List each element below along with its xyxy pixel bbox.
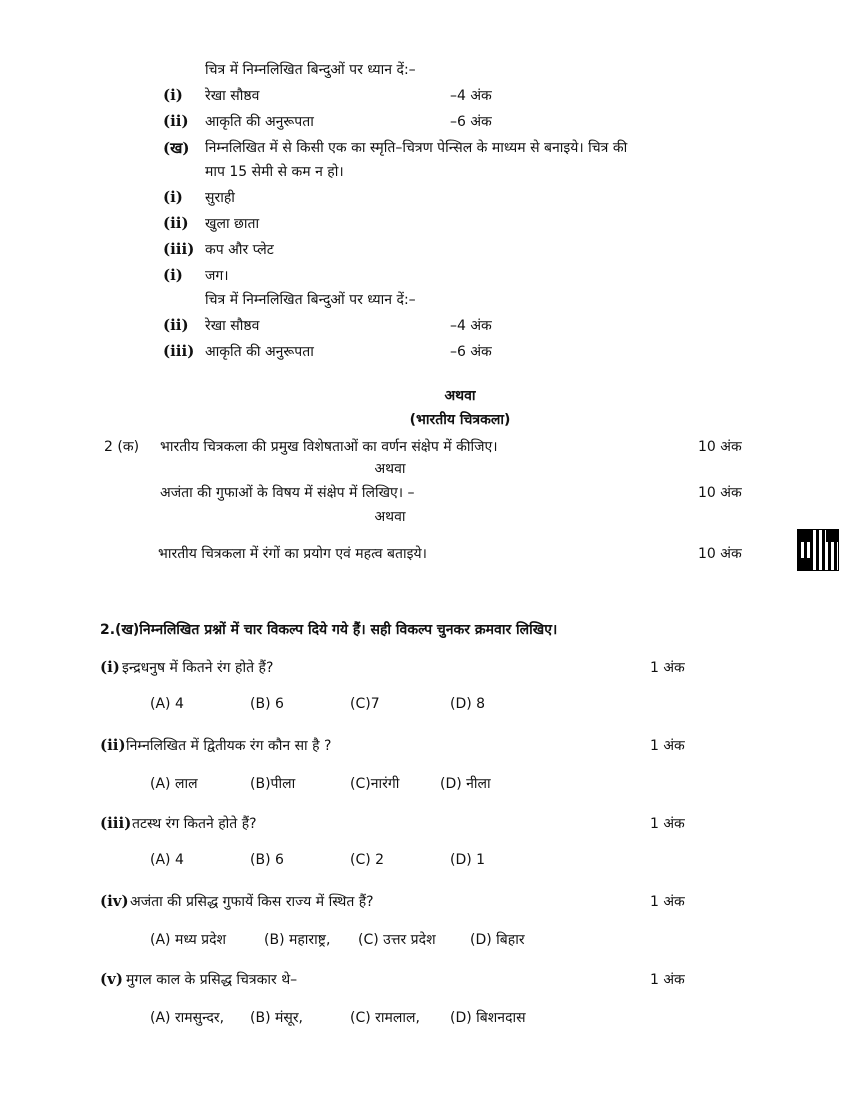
option-text: जग। <box>205 268 229 284</box>
section-athva: अथवा <box>444 388 476 404</box>
mcq-option: (A) मध्य प्रदेश <box>150 932 227 948</box>
question-text-line2: माप 15 सेमी से कम न हो। <box>205 164 344 180</box>
mcq-option: (A) 4 <box>150 852 184 868</box>
question-label: 2 (क) <box>104 439 140 455</box>
mcq-option: (B) मंसूर, <box>250 1010 303 1026</box>
mcq-question: मुगल काल के प्रसिद्ध चित्रकार थे– <box>126 972 298 988</box>
item-number: (ख) <box>163 139 190 157</box>
or-text: अथवा <box>374 461 406 477</box>
option-text: सुराही <box>205 190 235 206</box>
item-text: रेखा सौष्ठव <box>205 318 260 334</box>
instruction-line: चित्र में निम्नलिखित बिन्दुओं पर ध्यान दें:– <box>205 62 416 78</box>
question-text: भारतीय चित्रकला में रंगों का प्रयोग एवं महत्व बताइये। <box>158 546 427 562</box>
mcq-marks: 1 अंक <box>650 972 685 988</box>
mcq-marks: 1 अंक <box>650 738 685 754</box>
mcq-marks: 1 अंक <box>650 816 685 832</box>
mcq-option: (D) 1 <box>450 852 486 868</box>
question-marks: 10 अंक <box>698 485 742 501</box>
option-text: खुला छाता <box>205 216 260 232</box>
mcq-option: (A) लाल <box>150 776 198 792</box>
mcq-option: (C)7 <box>350 696 380 712</box>
option-number: (i) <box>163 188 183 206</box>
mcq-number: (iii) <box>100 814 132 832</box>
question-text: भारतीय चित्रकला की प्रमुख विशेषताओं का वर्णन संक्षेप में कीजिए। <box>160 439 498 455</box>
mcq-marks: 1 अंक <box>650 894 685 910</box>
mcq-option: (D) 8 <box>450 696 486 712</box>
mcq-number: (v) <box>100 970 123 988</box>
mcq-option: (B) 6 <box>250 852 284 868</box>
item-marks: –6 अंक <box>450 344 492 360</box>
mcq-number: (i) <box>100 658 120 676</box>
option-number: (iii) <box>163 240 195 258</box>
mcq-option: (D) बिहार <box>470 932 525 948</box>
mcq-option: (C) रामलाल, <box>350 1010 420 1026</box>
section-subtitle: (भारतीय चित्रकला) <box>409 412 511 428</box>
mcq-question: निम्नलिखित में द्वितीयक रंग कौन सा है ? <box>126 738 332 754</box>
mcq-marks: 1 अंक <box>650 660 685 676</box>
item-marks: –4 अंक <box>450 318 492 334</box>
mcq-option: (C) 2 <box>350 852 385 868</box>
item-text: आकृति की अनुरूपता <box>205 114 314 130</box>
item-number: (iii) <box>163 342 195 360</box>
mcq-question: तटस्थ रंग कितने होते हैं? <box>132 816 257 832</box>
item-marks: –6 अंक <box>450 114 492 130</box>
mcq-option: (C) उत्तर प्रदेश <box>358 932 436 948</box>
mcq-option: (D) बिशनदास <box>450 1010 526 1026</box>
instruction-line: चित्र में निम्नलिखित बिन्दुओं पर ध्यान दें:– <box>205 292 416 308</box>
qr-code-icon <box>798 530 838 570</box>
mcq-option: (B) महाराष्ट्र, <box>264 932 331 948</box>
or-text: अथवा <box>374 509 406 525</box>
item-number: (ii) <box>163 112 189 130</box>
option-number: (ii) <box>163 214 189 232</box>
option-number: (i) <box>163 266 183 284</box>
question-text-line1: निम्नलिखित में से किसी एक का स्मृति–चित्रण पेन्सिल के माध्यम से बनाइये। चित्र की <box>205 140 628 156</box>
mcq-number: (ii) <box>100 736 126 754</box>
mcq-number: (iv) <box>100 892 129 910</box>
item-marks: –4 अंक <box>450 88 492 104</box>
option-text: कप और प्लेट <box>205 242 274 258</box>
mcq-option: (A) 4 <box>150 696 184 712</box>
item-text: रेखा सौष्ठव <box>205 88 260 104</box>
mcq-question: अजंता की प्रसिद्ध गुफायें किस राज्य में स्थित हैं? <box>130 894 374 910</box>
mcq-option: (B) 6 <box>250 696 284 712</box>
item-text: आकृति की अनुरूपता <box>205 344 314 360</box>
question-marks: 10 अंक <box>698 546 742 562</box>
mcq-option: (B)पीला <box>250 776 296 792</box>
item-number: (ii) <box>163 316 189 334</box>
mcq-option: (C)नारंगी <box>350 776 400 792</box>
mcq-option: (D) नीला <box>440 776 491 792</box>
question-marks: 10 अंक <box>698 439 742 455</box>
mcq-question: इन्द्रधनुष में कितने रंग होते हैं? <box>122 660 274 676</box>
section-heading: 2.(ख)निम्नलिखित प्रश्नों में चार विकल्प दिये गये हैं। सही विकल्प चुनकर क्रमवार लिखिए। <box>100 622 558 638</box>
mcq-option: (A) रामसुन्दर, <box>150 1010 225 1026</box>
item-number: (i) <box>163 86 183 104</box>
question-text: अजंता की गुफाओं के विषय में संक्षेप में लिखिए। – <box>160 485 415 501</box>
